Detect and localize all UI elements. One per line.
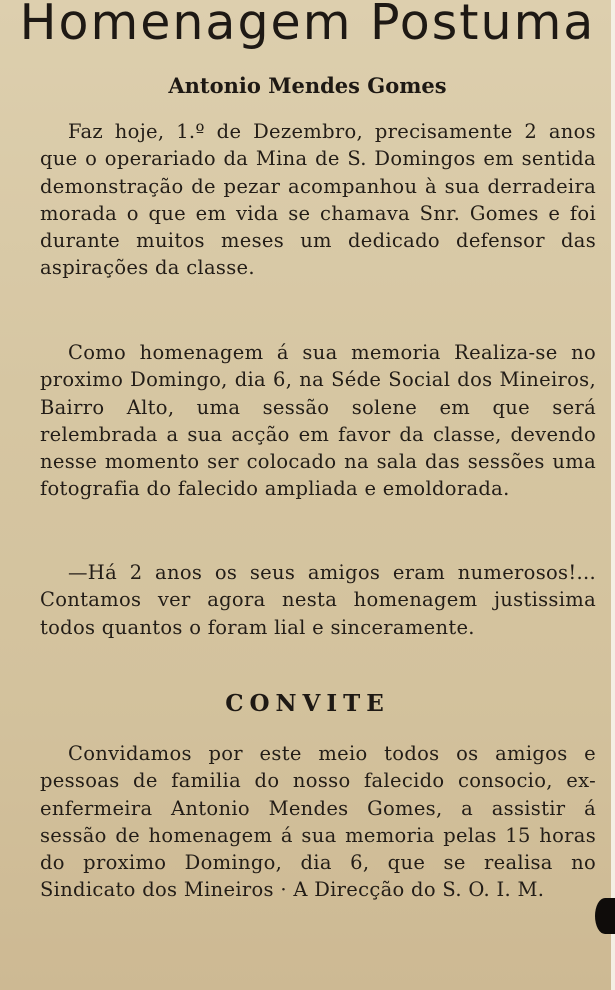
invitation-paragraph: Convidamos por este meio todos os amigos e pessoas de familia do nosso falecido consocio, ex-enfermeira Antonio Mendes Gomes, a assistir á sessão de homenagem á sua memoria pelas 15 horas do proximo Domingo, dia 6, que se realisa no Sindicato dos Mineiros · A Direcção do S. O. I. M.: [40, 742, 596, 902]
article-paragraph-2: Como homenagem á sua memoria Realiza-se no proximo Domingo, dia 6, na Séde Social dos Mineiros, Bairro Alto, uma sessão solene em que será relembrada a sua acção em favor da classe, devendo nesse momento ser colocado na sala das sessões uma fotografia do falecido ampliada e emoldorada.: [40, 341, 596, 501]
ink-blot: [595, 898, 615, 934]
article-paragraph-3: —Há 2 anos os seus amigos eram numerosos!... Contamos ver agora nesta homenagem justissima todos quantos o foram lial e sinceramente.: [40, 561, 596, 639]
article-paragraph-1: Faz hoje, 1.º de Dezembro, precisamente 2 anos que o operariado da Mina de S. Domingos em sentida demonstração de pezar acompanhou à sua derradeira morada o que em vida se chamava Snr. Gomes e foi durante muitos meses um dedicado defensor das aspirações da classe.: [40, 120, 596, 280]
paper-edge: [611, 0, 615, 990]
article-subtitle: Antonio Mendes Gomes: [168, 73, 447, 98]
invitation-heading: CONVITE: [225, 690, 390, 717]
article-title: Homenagem Postuma: [19, 0, 596, 51]
